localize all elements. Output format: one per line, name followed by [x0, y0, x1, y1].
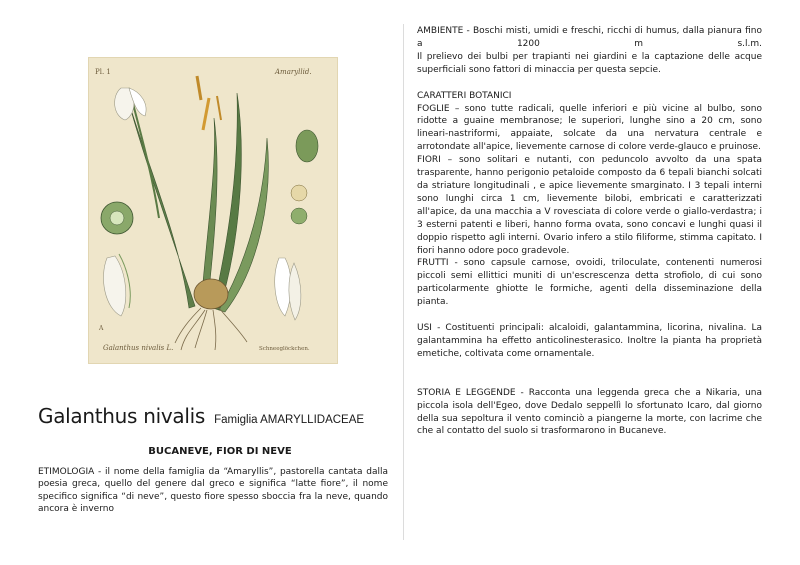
section-small-2 — [291, 208, 307, 224]
corner-label: A — [99, 325, 104, 332]
ambiente-paragraph: AMBIENTE - Boschi misti, umidi e freschi, ricchi di humus, dalla pianura fino a 1200 m s.l.m. — [417, 26, 762, 49]
plate-caption: Galanthus nivalis L. — [103, 344, 174, 352]
foglie-paragraph: FOGLIE – sono tutte radicali, quelle inferiori e più vicine al bulbo, sono ridotte a guaine membranose; le superiori, lunghe sino a 20 cm, sono lineari-nastriformi, appaiate, solcate da una nervatura centrale e arrotondate all'apice, lievemente carnose di colore verde-glauco e pruinose. — [417, 103, 762, 153]
fiori-paragraph: FIORI – sono solitari e nutanti, con peduncolo avvolto da una spata trasparente, hanno perigonio petaloide composto da 6 tepali bianchi solcati da striature longitudinali , e apice lievemente smarginato. I 3 tepali interni sono lunghi circa 1 cm, lievemente bilobi, embricati e caratterizzati all'apice, da una macchia a V rovesciata di colore verde o giallo-verdastra; i 3 esterni patenti e liberi, hanno forma ovata, sono concavi e lunghi quasi il doppio rispetto agli interni. Ovario infero a stilo filiforme, stimma capitato. I fiori hanno odore poco gradevole. — [417, 155, 762, 256]
ovary-core — [110, 211, 124, 225]
bulb — [194, 279, 228, 309]
species-title — [38, 404, 398, 428]
column-divider — [403, 24, 404, 540]
family-label: Famiglia AMARYLLIDACEAE — [214, 414, 365, 426]
plate-subcaption: Schneeglöckchen. — [259, 346, 310, 352]
caratteri-heading: CARATTERI BOTANICI — [417, 90, 512, 101]
botanical-illustration — [88, 57, 338, 364]
frutti-paragraph: FRUTTI - sono capsule carnose, ovoidi, triloculate, contenenti numerosi piccoli semi ellittici muniti di un'escrescenza detta strofiolo, di cui sono particolarmente ghiotte le formiche, agenti della disseminazione della pianta. — [417, 258, 762, 308]
plate-number-label: Pl. 1 — [95, 68, 111, 76]
plate-title-label: Amaryllid. — [275, 68, 312, 76]
snowdrop-plate-drawing — [89, 58, 337, 363]
storia-paragraph: STORIA E LEGGENDE - Racconta una leggenda greca che a Nikaria, una piccola isola dell'Egeo, dove Dedalo seppellì lo sfortunato Icaro, dal giorno della sua sepoltura il vento cominciò a piangerne la morte, con lacrime che che al contatto del suolo si trasformarono in Bucaneve. — [417, 387, 762, 437]
spacer — [417, 77, 762, 90]
description-column — [417, 25, 762, 438]
ambiente-threats-paragraph: Il prelievo dei bulbi per trapianti nei giardini e la captazione delle acque superficiali sono fattori di minaccia per questa sepcie. — [417, 51, 762, 75]
common-name: BUCANEVE, FIOR DI NEVE — [148, 446, 292, 457]
seed-capsule — [296, 130, 318, 162]
usi-paragraph: USI - Costituenti principali: alcaloidi, galantammina, licorina, nivalina. La galantammina ha effetto anticolinesterasico. Inoltre la pianta ha proprietà emetiche, coltivata come ornamentale. — [417, 323, 762, 359]
section-small-1 — [291, 185, 307, 201]
latin-name: Galanthus nivalis — [38, 404, 205, 428]
spacer — [417, 361, 762, 387]
etimologia-paragraph: ETIMOLOGIA - il nome della famiglia da “Amaryllis”, pastorella cantata dalla poesia greca, quello del genere dal greco e significa “latte fiore”, il nome specifico significa “di neve”, questo fiore spesso sboccia fra la neve, quando ancora è inverno — [38, 467, 388, 515]
spacer — [417, 309, 762, 322]
